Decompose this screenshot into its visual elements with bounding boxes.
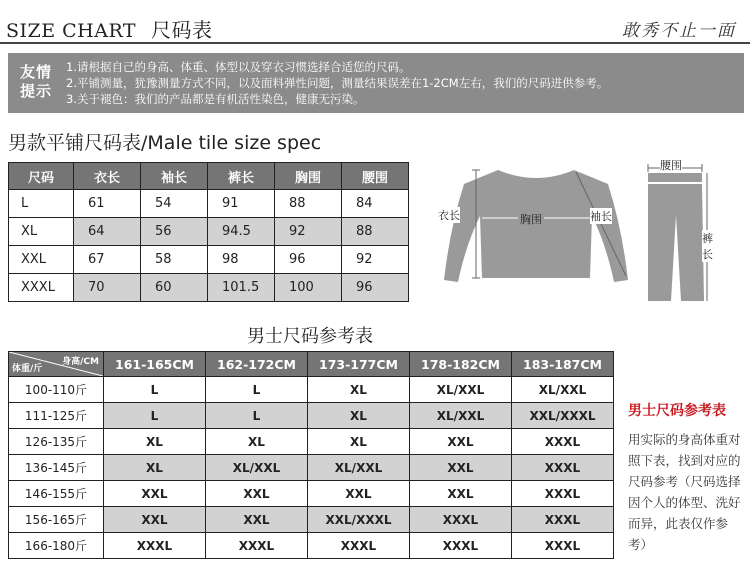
chest-label: 胸围 — [520, 213, 542, 226]
size-cell: L — [9, 190, 74, 218]
shirt-length-label: 衣长 — [438, 209, 460, 222]
tips-label-line1: 友情 — [19, 63, 52, 81]
tips-text — [66, 59, 608, 107]
size-cell: XL — [104, 455, 206, 481]
value-cell: 67 — [74, 246, 141, 274]
size-cell: XL — [308, 429, 410, 455]
weight-cell: 111-125斤 — [9, 403, 104, 429]
size-cell: XXXL — [308, 533, 410, 559]
value-cell: 98 — [208, 246, 275, 274]
table-row — [9, 481, 614, 507]
flat-header-cell: 衣长 — [74, 163, 141, 190]
size-cell: XXXL — [410, 507, 512, 533]
ref-table-header-row — [9, 352, 614, 377]
value-cell: 88 — [342, 218, 409, 246]
table-row — [9, 377, 614, 403]
note-body: 用实际的身高体重对照下表，找到对应的尺码参考（尺码选择因个人的体型、洗好而异，此表仅作参考） — [628, 432, 741, 552]
size-cell: XL/XXL — [410, 377, 512, 403]
size-cell: XXL/XXXL — [512, 403, 614, 429]
value-cell: 100 — [275, 274, 342, 302]
flat-header-cell: 裤长 — [208, 163, 275, 190]
size-cell: XXL — [206, 481, 308, 507]
size-cell: XXL — [104, 481, 206, 507]
weight-cell: 156-165斤 — [9, 507, 104, 533]
table-row — [9, 533, 614, 559]
weight-cell: 166-180斤 — [9, 533, 104, 559]
page-title-cn: 尺码表 — [150, 18, 213, 42]
size-cell: XXXL — [410, 533, 512, 559]
corner-height-label: 身高/CM — [62, 357, 99, 367]
size-cell: XL/XXL — [308, 455, 410, 481]
size-cell: L — [206, 403, 308, 429]
flat-size-table — [8, 162, 409, 302]
table-row — [9, 274, 409, 302]
note-title: 男士尺码参考表 — [628, 403, 726, 419]
size-cell: XL — [308, 403, 410, 429]
tips-label — [18, 63, 54, 101]
value-cell: 94.5 — [208, 218, 275, 246]
size-cell: XXXL — [104, 533, 206, 559]
value-cell: 96 — [342, 274, 409, 302]
flat-header-cell: 尺码 — [9, 163, 74, 190]
pants-length-label: 裤长 — [702, 232, 713, 261]
value-cell: 58 — [141, 246, 208, 274]
size-cell: XL/XXL — [410, 403, 512, 429]
ref-size-table — [8, 351, 614, 559]
brand-slogan: 敢秀不止一面 — [622, 21, 736, 41]
flat-header-cell: 腰围 — [342, 163, 409, 190]
height-header: 173-177CM — [308, 352, 410, 377]
size-cell: XL — [308, 377, 410, 403]
table-row — [9, 429, 614, 455]
value-cell: 84 — [342, 190, 409, 218]
sleeve-label: 袖长 — [590, 210, 612, 223]
size-cell: XXL — [410, 481, 512, 507]
ref-table-title: 男士尺码参考表 — [247, 326, 373, 347]
value-cell: 61 — [74, 190, 141, 218]
value-cell: 101.5 — [208, 274, 275, 302]
size-cell: XL — [104, 429, 206, 455]
value-cell: 56 — [141, 218, 208, 246]
size-cell: XL/XXL — [512, 377, 614, 403]
tips-box — [8, 53, 744, 113]
size-cell: XXL — [410, 455, 512, 481]
table-row — [9, 246, 409, 274]
size-cell: L — [206, 377, 308, 403]
size-cell: XXL — [104, 507, 206, 533]
size-cell: L — [104, 377, 206, 403]
tip-line-3: 3.关于褪色：我们的产品都是有机活性染色，健康无污染。 — [66, 92, 365, 106]
size-cell: XXXL — [512, 533, 614, 559]
tips-label-line2: 提示 — [19, 82, 52, 100]
weight-cell: 126-135斤 — [9, 429, 104, 455]
table-row — [9, 455, 614, 481]
flat-header-cell: 胸围 — [275, 163, 342, 190]
size-cell: XXL — [410, 429, 512, 455]
weight-cell: 100-110斤 — [9, 377, 104, 403]
size-cell: L — [104, 403, 206, 429]
page-title-en: SIZE CHART — [6, 20, 137, 42]
size-cell: XXL — [9, 246, 74, 274]
size-cell: XL — [206, 429, 308, 455]
header-divider — [0, 42, 750, 44]
value-cell: 70 — [74, 274, 141, 302]
tip-line-1: 1.请根据自己的身高、体重、体型以及穿衣习惯选择合适您的尺码。 — [66, 60, 411, 74]
value-cell: 64 — [74, 218, 141, 246]
height-header: 162-172CM — [206, 352, 308, 377]
value-cell: 96 — [275, 246, 342, 274]
shirt-diagram — [436, 158, 636, 293]
flat-header-cell: 袖长 — [141, 163, 208, 190]
size-cell: XXL — [308, 481, 410, 507]
weight-cell: 146-155斤 — [9, 481, 104, 507]
height-header: 161-165CM — [104, 352, 206, 377]
corner-weight-label: 体重/斤 — [12, 364, 43, 374]
size-cell: XXXL — [512, 455, 614, 481]
corner-cell — [9, 352, 104, 377]
value-cell: 91 — [208, 190, 275, 218]
flat-table-header-row — [9, 163, 409, 190]
size-cell: XXXL — [512, 507, 614, 533]
table-row — [9, 507, 614, 533]
value-cell: 92 — [275, 218, 342, 246]
size-cell: XXL — [206, 507, 308, 533]
height-header: 178-182CM — [410, 352, 512, 377]
size-cell: XXXL — [9, 274, 74, 302]
value-cell: 54 — [141, 190, 208, 218]
size-cell: XXXL — [512, 429, 614, 455]
size-cell: XXXL — [512, 481, 614, 507]
table-row — [9, 190, 409, 218]
pants-diagram — [640, 155, 712, 305]
size-cell: XL — [9, 218, 74, 246]
size-cell: XXL/XXXL — [308, 507, 410, 533]
height-header: 183-187CM — [512, 352, 614, 377]
value-cell: 92 — [342, 246, 409, 274]
waist-label: 腰围 — [660, 159, 682, 172]
table-row — [9, 403, 614, 429]
value-cell: 88 — [275, 190, 342, 218]
table-row — [9, 218, 409, 246]
tip-line-2: 2.平铺测量，犹豫测量方式不同，以及面料弹性问题，测量结果误差在1-2CM左右，我们的尺码进供参考。 — [66, 76, 609, 90]
size-cell: XXXL — [206, 533, 308, 559]
size-cell: XL/XXL — [206, 455, 308, 481]
weight-cell: 136-145斤 — [9, 455, 104, 481]
value-cell: 60 — [141, 274, 208, 302]
page-title — [6, 14, 212, 43]
flat-table-title: 男款平铺尺码表/Male tile size spec — [8, 132, 322, 154]
